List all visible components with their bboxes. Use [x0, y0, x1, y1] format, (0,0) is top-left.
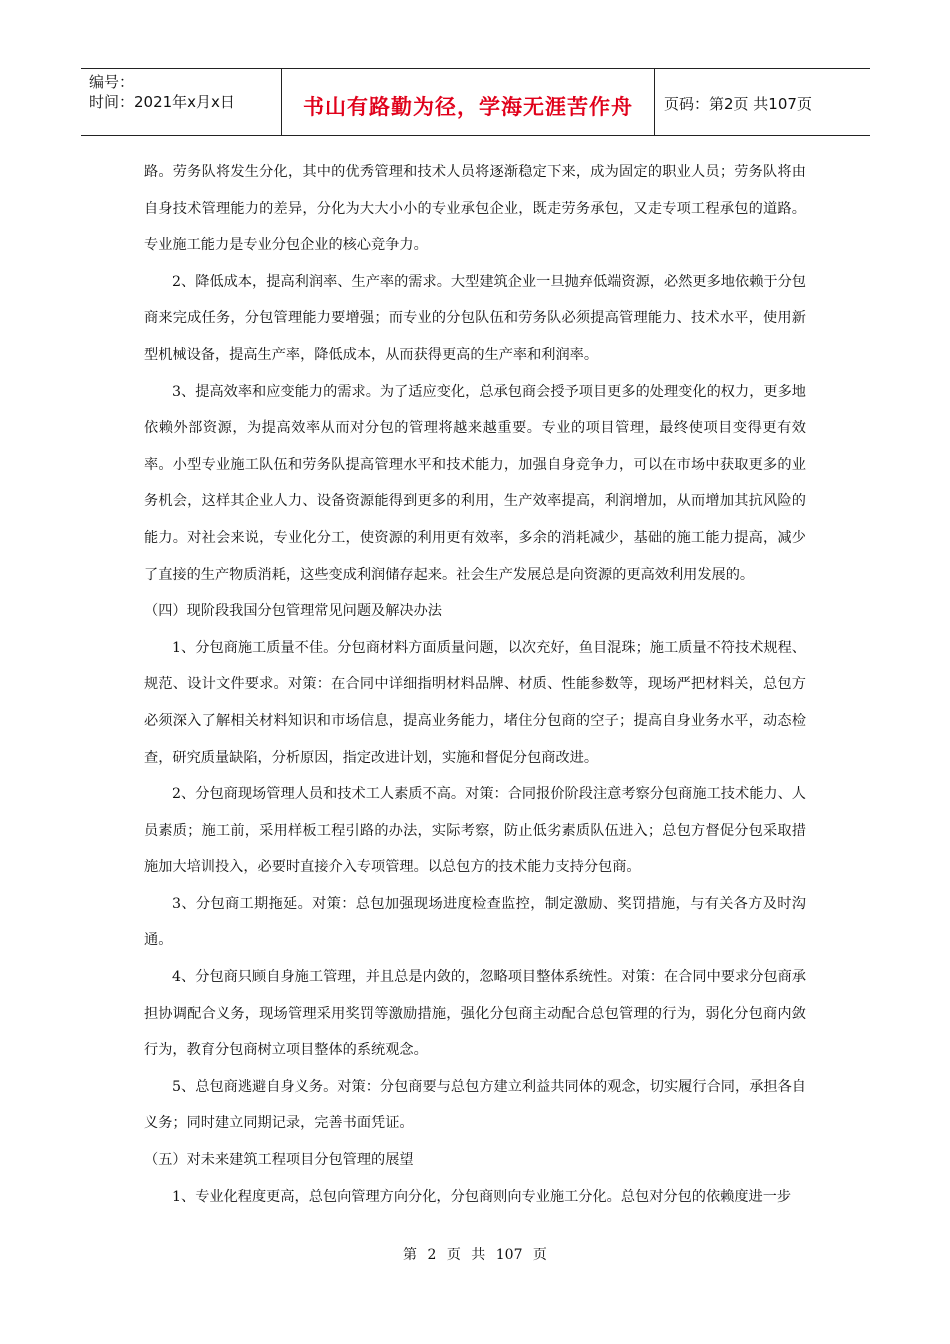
header-right-cell [655, 69, 870, 135]
paragraph-problem-3: 3、分包商工期拖延。对策：总包加强现场进度检查监控，制定激励、奖罚措施，与有关各方及时沟通。 [144, 895, 806, 949]
header-left-cell [81, 69, 282, 135]
section-heading-5: （五）对未来建筑工程项目分包管理的展望 [144, 1152, 414, 1169]
document-date-label: 时间：2021年x月x日 [89, 93, 235, 111]
document-body [144, 154, 806, 1215]
paragraph-problem-5: 5、总包商逃避自身义务。对策：分包商要与总包方建立利益共同体的观念，切实履行合同，承担各自义务；同时建立同期记录，完善书面凭证。 [144, 1078, 806, 1132]
header-page-number: 页码：第2页 共107页 [664, 95, 812, 113]
paragraph-item-2: 2、降低成本，提高利润率、生产率的需求。大型建筑企业一旦抛弃低端资源，必然更多地依赖于分包商来完成任务，分包管理能力要增强；而专业的分包队伍和劳务队必须提高管理能力、技术水平，使用新型机械设备，提高生产率，降低成本，从而获得更高的生产率和利润率。 [144, 273, 806, 363]
document-number-label: 编号： [89, 73, 135, 91]
paragraph-continued: 路。劳务队将发生分化，其中的优秀管理和技术人员将逐渐稳定下来，成为固定的职业人员；劳务队将由自身技术管理能力的差异，分化为大大小小的专业承包企业，既走劳务承包，又走专项工程承包的道路。专业施工能力是专业分包企业的核心竞争力。 [144, 164, 806, 254]
page-footer: 第 2 页 共 107 页 [403, 1247, 547, 1263]
header-middle-cell [282, 69, 655, 135]
paragraph-item-3: 3、提高效率和应变能力的需求。为了适应变化，总承包商会授予项目更多的处理变化的权力，更多地依赖外部资源，为提高效率从而对分包的管理将越来越重要。专业的项目管理，最终使项目变得更有效率。小型专业施工队伍和劳务队提高管理水平和技术能力，加强自身竞争力，可以在市场中获取更多的业务机会，这样其企业人力、设备资源能得到更多的利用，生产效率提高，利润增加，从而增加其抗风险的能力。对社会来说，专业化分工，使资源的利用更有效率，多余的消耗减少，基础的施工能力提高，减少了直接的生产物质消耗，这些变成利润储存起来。社会生产发展总是向资源的更高效利用发展的。 [144, 383, 806, 583]
paragraph-problem-4: 4、分包商只顾自身施工管理，并且总是内敛的，忽略项目整体系统性。对策：在合同中要求分包商承担协调配合义务，现场管理采用奖罚等激励措施，强化分包商主动配合总包管理的行为，弱化分包商内敛行为，教育分包商树立项目整体的系统观念。 [144, 969, 806, 1059]
section-heading-4: （四）现阶段我国分包管理常见问题及解决办法 [144, 603, 442, 620]
paragraph-problem-1: 1、分包商施工质量不佳。分包商材料方面质量问题，以次充好，鱼目混珠；施工质量不符技术规程、规范、设计文件要求。对策：在合同中详细指明材料品牌、材质、性能参数等，现场严把材料关，总包方必须深入了解相关材料知识和市场信息，提高业务能力，堵住分包商的空子；提高自身业务水平，动态检查，研究质量缺陷，分析原因，指定改进计划，实施和督促分包商改进。 [144, 639, 806, 766]
paragraph-problem-2: 2、分包商现场管理人员和技术工人素质不高。对策：合同报价阶段注意考察分包商施工技术能力、人员素质；施工前，采用样板工程引路的办法，实际考察，防止低劣素质队伍进入；总包方督促分包采取措施加大培训投入，必要时直接介入专项管理。以总包方的技术能力支持分包商。 [144, 786, 806, 876]
page-header [81, 68, 870, 136]
paragraph-outlook-1: 1、专业化程度更高，总包向管理方向分化，分包商则向专业施工分化。总包对分包的依赖度进一步 [172, 1188, 792, 1205]
header-motto: 书山有路勤为径，学海无涯苦作舟 [303, 95, 633, 119]
